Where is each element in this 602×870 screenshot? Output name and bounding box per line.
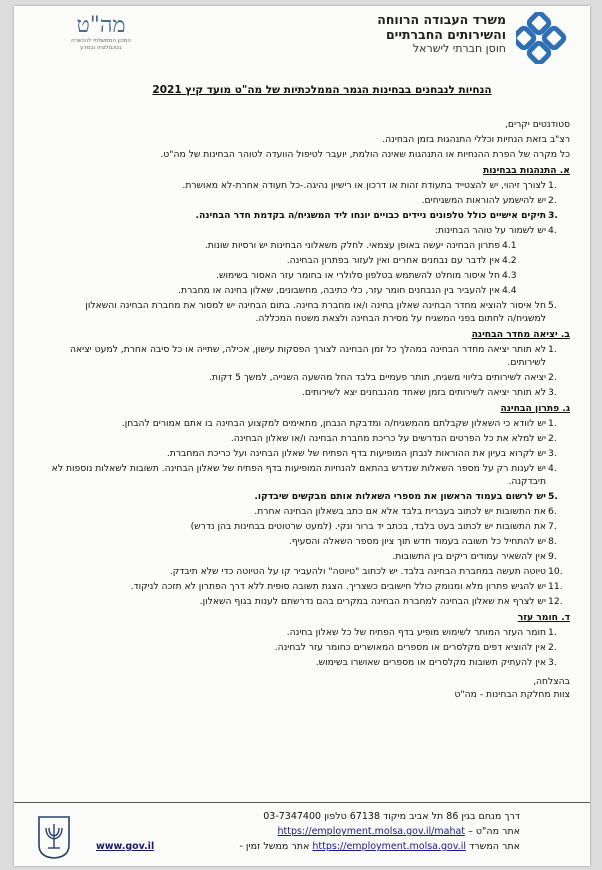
- intro-line: כל מקרה של הפרת ההנחיות או התנהגות שאינה הולמת, יועבר לטיפול הוועדה לטוהר הבחינות של מה"ט.: [160, 149, 570, 160]
- item-number: 3.: [548, 657, 557, 668]
- item-text: חל איסור מוחלט להשתמש בטלפון סלולרי או בחומר עזר האסור בשימוש.: [216, 270, 500, 281]
- list-item: [44, 371, 570, 384]
- item-text: את התשובות יש לכתוב בעט בלבד, בכתב יד ברור ונקי. (למעט שרטוטים בבחינות בהן נדרש): [190, 521, 546, 532]
- item-text: יש להתחיל כל תשובה בעמוד חדש תוך ציון מספר השאלה והסעיף.: [288, 536, 546, 547]
- section-title: א. התנהגות בבחינות: [483, 165, 570, 176]
- list-item: [44, 209, 570, 222]
- ministry-name-line1: משרד העבודה הרווחה: [377, 12, 506, 27]
- item-number: 5.: [548, 300, 557, 311]
- signature: [44, 675, 570, 701]
- list-item: [44, 656, 570, 669]
- page-footer: [14, 802, 590, 867]
- item-text: יש להגיש פתרון מלא ומנומק כולל חישובים כשצריך. הצגת תשובה סופית ללא דרך הפתרון לא תזכה לניקוד.: [130, 581, 546, 592]
- item-number: 3.: [548, 210, 558, 221]
- list-item: [44, 490, 570, 503]
- item-number: 5.: [548, 491, 558, 502]
- footer-mahat-site: [239, 824, 520, 839]
- item-text: אין לדבר עם נבחנים אחרים ואין לעזור בפתרון הבחינה.: [286, 255, 500, 266]
- item-text: יש למלא את כל הפרטים הנדרשים על כריכת מחברת הבחינה ו/או שאלון הבחינה.: [230, 433, 546, 444]
- list-item: [44, 565, 570, 578]
- mahat-logo-text: מה"ט: [76, 13, 126, 38]
- list-item: [44, 447, 570, 460]
- list-item: [44, 580, 570, 593]
- list-item: [44, 179, 570, 192]
- list-item: [44, 641, 570, 654]
- item-number: 3.: [548, 387, 557, 398]
- item-text: יש לקרוא בעיון את ההוראות לנבחן המופיעות בדף הפתיח של שאלון הבחינה ועל כריכת המחברת.: [166, 448, 546, 459]
- item-text: יציאה לשירותים בליווי משגיח, תותר פעמיים בלבד החל מהשעה השנייה, למשך 5 דקות.: [209, 372, 546, 383]
- ministry-site-label: אתר המשרד: [469, 841, 520, 852]
- section-title: ד. חומר עזר: [517, 612, 570, 623]
- gov-label: אתר ממשל זמין -: [239, 841, 310, 852]
- list-item: [44, 550, 570, 563]
- item-number: 1.: [548, 180, 557, 191]
- section-title: ב. יציאה מחדר הבחינה: [471, 329, 570, 340]
- list-item: [44, 595, 570, 608]
- item-number: 1.: [548, 418, 557, 429]
- page-title: הנחיות לנבחנים בבחינות הגמר הממלכתיות של מה"ט מועד קיץ 2021: [152, 84, 492, 96]
- footer-contact: [239, 809, 520, 854]
- item-text: לצורך זיהוי, יש להצטייד בתעודת זהות או דרכון או רישיון נהיגה.-כל תעודה אחרת-לא מאושרת.: [182, 180, 546, 191]
- signature-greeting: בהצלחה,: [533, 676, 570, 687]
- mahat-site-label: אתר מה"ט –: [468, 826, 520, 837]
- item-number: 2.: [548, 433, 557, 444]
- item-number: 7.: [548, 521, 557, 532]
- item-text: את התשובות יש לכתוב בעברית בלבד אלא אם כתב בשאלון הבחינה אחרת.: [254, 506, 546, 517]
- footer-ministry-site: [239, 839, 520, 854]
- item-number: 12.: [548, 596, 563, 607]
- item-text: יש לוודא כי השאלון שקבלתם מהמשגיח/ה ומדבקת הנבחן, מתאימים למקצוע הבחינה בו אתם אמורים להבחן.: [121, 418, 546, 429]
- item-number: 9.: [548, 551, 557, 562]
- item-text: יש לשמור על טוהר הבחינות:: [434, 225, 546, 236]
- greeting: סטודנטים יקרים,: [505, 119, 570, 130]
- item-number: 4.1: [502, 240, 517, 251]
- list-item: [44, 535, 570, 548]
- item-number: 4.2: [502, 255, 517, 266]
- list-item: [44, 462, 570, 488]
- item-number: 8.: [548, 536, 557, 547]
- ministry-name-line2: והשירותים החברתיים: [385, 27, 506, 42]
- sub-list-item: [44, 239, 524, 252]
- list-item: [44, 386, 570, 399]
- item-text: תיקים אישיים כולל טלפונים ניידים כבויים יונחו ליד המשגיח/ה בקדמת חדר הבחינה.: [195, 210, 546, 221]
- footer-address: דרך מנחם בגין 86 תל אביב מיקוד 67138 טלפון 03-7347400: [263, 811, 520, 822]
- item-text: חל איסור להוציא מחדר הבחינה שאלון בחינה ו/או מחברת בחינה. בתום הבחינה יש למסור את מחברת הבחינה והשאלון למשגיח/ה לחתום בפני המשגיח על מסירת הבחינה ולצאת משטח המכללה.: [85, 300, 546, 324]
- item-number: 3.: [548, 448, 557, 459]
- intro-line: רצ"ב בזאת הנחיות וכללי התנהגות בזמן הבחינה.: [382, 134, 570, 145]
- item-text: חומר העזר המותר לשימוש מופיע בדף הפתיח של כל שאלון בחינה.: [286, 627, 546, 638]
- item-number: 2.: [548, 195, 557, 206]
- ministry-tagline: חוסן חברתי לישראל: [412, 42, 506, 55]
- item-number: 1.: [548, 627, 557, 638]
- list-item: [44, 520, 570, 533]
- item-text: יש להישמע להוראות המשגיחים.: [421, 195, 546, 206]
- list-item: [44, 343, 570, 369]
- list-item: [44, 417, 570, 430]
- mahat-logo: [66, 14, 136, 52]
- item-number: 2.: [548, 642, 557, 653]
- document-body: [44, 118, 570, 701]
- list-item: [44, 224, 570, 237]
- item-text: לא תותר יציאה לשירותים בזמן שאחד מהנבחנים יצא לשירותים.: [301, 387, 546, 398]
- item-text: טיוטה תעשה במחברת הבחינה בלבד. יש לכתוב "טיוטה" ולהעביר קו על הטיוטה כדי שלא תיבדק.: [169, 566, 546, 577]
- item-text: לא תותר יציאה מחדר הבחינה במהלך כל זמן הבחינה לצורך הפסקות עישון, אכילה, שתייה או כל סיבה אחרת, למעט יציאה לשירותים.: [70, 344, 546, 368]
- item-text: יש לענות רק על מספר השאלות שנדרש בהתאם להנחיות המופיעות בדף הפתיח של שאלון הבחינה. תשובות לשאלות נוספות לא תיבדקנה.: [51, 463, 546, 487]
- item-number: 4.3: [502, 270, 517, 281]
- document-page: [14, 6, 590, 866]
- item-text: אין להשאיר עמודים ריקים בין התשובות.: [392, 551, 546, 562]
- item-text: פתרון הבחינה יעשה באופן עצמאי. לחלק משאלוני הבחינות יש ורסיות שונות.: [204, 240, 500, 251]
- gov-site-link[interactable]: www.gov.il: [96, 841, 155, 852]
- section-title: ג. פתרון הבחינה: [500, 403, 570, 414]
- item-number: 4.4: [502, 285, 517, 296]
- item-number: 4.: [548, 463, 557, 474]
- ministry-name: [377, 12, 506, 56]
- mahat-site-link[interactable]: https://employment.molsa.gov.il/mahat: [277, 826, 466, 837]
- item-number: 1.: [548, 344, 557, 355]
- list-item: [44, 505, 570, 518]
- item-text: יש לרשום בעמוד הראשון את מספרי השאלות אותם מבקשים שיבדקו.: [254, 491, 546, 502]
- letterhead: [14, 6, 590, 76]
- item-text: אין להעתיק תשובות מקלסרים או מספרים שאושרו בשימוש.: [315, 657, 546, 668]
- item-text: אין להעביר בין הנבחנים חומר עזר, כלי כתיבה, מחשבונים, שאלון בחינה או מחברת.: [178, 285, 500, 296]
- item-text: יש לצרף את שאלון הבחינה למחברת הבחינה במקרים בהם נדרשתם לענות בגוף השאלון.: [199, 596, 546, 607]
- sub-list-item: [44, 284, 524, 297]
- item-number: 4.: [548, 225, 557, 236]
- item-number: 2.: [548, 372, 557, 383]
- list-item: [44, 626, 570, 639]
- list-item: [44, 299, 570, 325]
- item-number: 6.: [548, 506, 557, 517]
- sub-list-item: [44, 254, 524, 267]
- list-item: [44, 194, 570, 207]
- signature-team: צוות מחלקת הבחינות - מה"ט: [454, 689, 570, 700]
- item-number: 11.: [548, 581, 563, 592]
- ministry-site-link[interactable]: https://employment.molsa.gov.il: [312, 841, 467, 852]
- sub-list-item: [44, 269, 524, 282]
- ministry-logo-icon: [516, 12, 568, 64]
- item-text: אין להוציא דפים מקלסרים או מספרים המאושרים כחומר עזר לבחינה.: [274, 642, 546, 653]
- list-item: [44, 432, 570, 445]
- item-number: 10.: [548, 566, 563, 577]
- state-emblem-icon: [36, 815, 72, 859]
- mahat-logo-subtitle: המכון הממשלתי להכשרה בטכנולוגיה ובמדע: [71, 38, 131, 51]
